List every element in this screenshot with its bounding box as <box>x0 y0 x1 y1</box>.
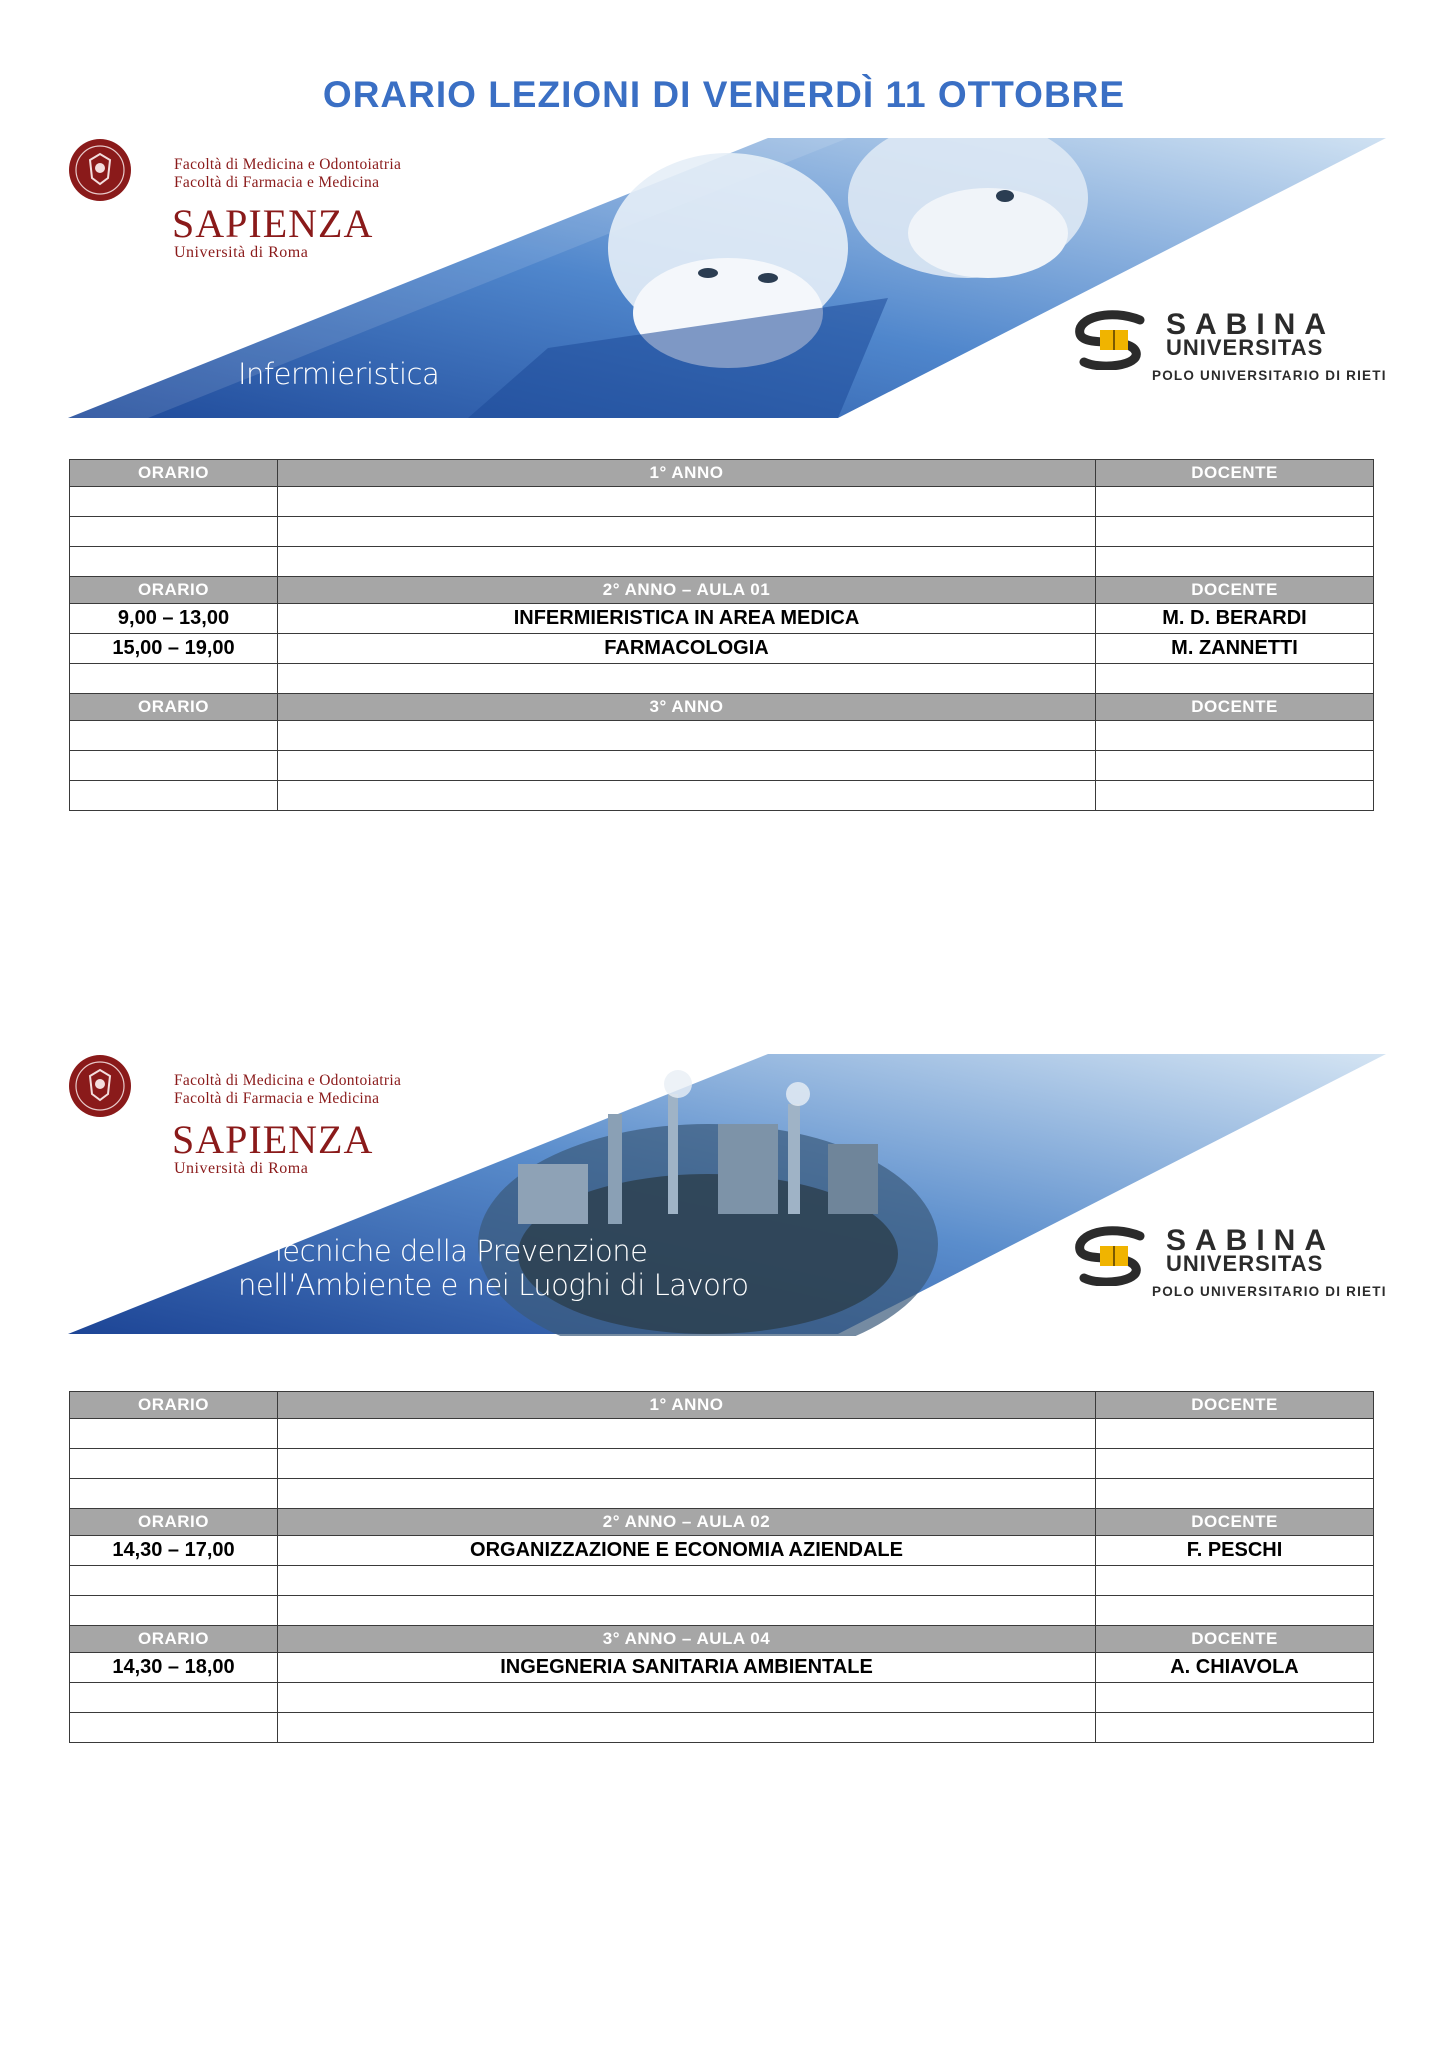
table-header-row <box>70 460 1374 487</box>
sapienza-name: SAPIENZA <box>172 1117 374 1162</box>
table-header-row <box>70 1392 1374 1419</box>
cell-docente <box>1096 751 1374 781</box>
sabina-universitas-logo <box>1070 308 1387 383</box>
header-anno: 2° ANNO – AULA 02 <box>278 1509 1096 1536</box>
cell-course <box>278 1713 1096 1743</box>
table-row <box>70 547 1374 577</box>
sabina-universitas-logo <box>1070 1224 1387 1299</box>
cell-docente: M. D. BERARDI <box>1096 604 1374 634</box>
header-docente: DOCENTE <box>1096 1509 1374 1536</box>
cell-docente <box>1096 781 1374 811</box>
header-anno: 3° ANNO – AULA 04 <box>278 1626 1096 1653</box>
cell-course <box>278 1596 1096 1626</box>
header-anno: 1° ANNO <box>278 460 1096 487</box>
cell-orario <box>70 721 278 751</box>
table-header-row <box>70 1509 1374 1536</box>
cell-orario <box>70 547 278 577</box>
sabina-polo: POLO UNIVERSITARIO DI RIETI <box>1152 368 1387 383</box>
cell-orario <box>70 781 278 811</box>
course-title-line-1: Infermieristica <box>238 357 440 391</box>
banner-tecniche-prevenzione <box>68 1054 1386 1336</box>
cell-orario <box>70 1566 278 1596</box>
table-row <box>70 751 1374 781</box>
table-row <box>70 1479 1374 1509</box>
cell-docente: M. ZANNETTI <box>1096 634 1374 664</box>
table-header-row <box>70 577 1374 604</box>
faculty-line-1: Facoltà di Medicina e Odontoiatria <box>174 156 402 173</box>
sapienza-subtitle: Università di Roma <box>174 1160 309 1177</box>
table-row <box>70 1713 1374 1743</box>
cell-course: INFERMIERISTICA IN AREA MEDICA <box>278 604 1096 634</box>
sabina-book-icon <box>1070 1226 1162 1286</box>
table-row <box>70 721 1374 751</box>
cell-course <box>278 547 1096 577</box>
sabina-subtitle: UNIVERSITAS <box>1166 335 1324 360</box>
cell-orario: 14,30 – 18,00 <box>70 1653 278 1683</box>
table-row <box>70 604 1374 634</box>
cell-course: INGEGNERIA SANITARIA AMBIENTALE <box>278 1653 1096 1683</box>
table-header-row <box>70 694 1374 721</box>
cell-docente <box>1096 664 1374 694</box>
header-anno: 2° ANNO – AULA 01 <box>278 577 1096 604</box>
cell-orario: 15,00 – 19,00 <box>70 634 278 664</box>
cell-docente <box>1096 1683 1374 1713</box>
table-row <box>70 517 1374 547</box>
cell-orario <box>70 517 278 547</box>
schedule-table-infermieristica <box>69 459 1374 811</box>
cell-orario <box>70 1596 278 1626</box>
header-docente: DOCENTE <box>1096 577 1374 604</box>
cell-docente <box>1096 1449 1374 1479</box>
header-docente: DOCENTE <box>1096 1392 1374 1419</box>
faculty-line-2: Facoltà di Farmacia e Medicina <box>174 1090 380 1107</box>
table-header-row <box>70 1626 1374 1653</box>
sapienza-subtitle: Università di Roma <box>174 244 309 261</box>
table-row <box>70 487 1374 517</box>
header-orario: ORARIO <box>70 577 278 604</box>
table-row <box>70 1536 1374 1566</box>
sabina-book-icon <box>1070 310 1162 370</box>
cell-orario: 9,00 – 13,00 <box>70 604 278 634</box>
cell-docente: F. PESCHI <box>1096 1536 1374 1566</box>
header-docente: DOCENTE <box>1096 694 1374 721</box>
faculty-line-1: Facoltà di Medicina e Odontoiatria <box>174 1072 402 1089</box>
cell-orario <box>70 1683 278 1713</box>
sapienza-seal-logo <box>68 138 132 202</box>
cell-orario: 14,30 – 17,00 <box>70 1536 278 1566</box>
sabina-title: SABINA <box>1166 308 1336 341</box>
cell-docente: A. CHIAVOLA <box>1096 1653 1374 1683</box>
faculty-line-2: Facoltà di Farmacia e Medicina <box>174 174 380 191</box>
header-orario: ORARIO <box>70 460 278 487</box>
table-row <box>70 781 1374 811</box>
table-row <box>70 1419 1374 1449</box>
cell-course <box>278 1479 1096 1509</box>
cell-course <box>278 664 1096 694</box>
banner-infermieristica <box>68 138 1386 420</box>
table-row <box>70 1653 1374 1683</box>
cell-course <box>278 1419 1096 1449</box>
cell-docente <box>1096 1419 1374 1449</box>
cell-docente <box>1096 1713 1374 1743</box>
header-docente: DOCENTE <box>1096 1626 1374 1653</box>
cell-docente <box>1096 721 1374 751</box>
header-orario: ORARIO <box>70 1509 278 1536</box>
table-row <box>70 664 1374 694</box>
sapienza-name: SAPIENZA <box>172 201 374 246</box>
table-row <box>70 1596 1374 1626</box>
cell-orario <box>70 1479 278 1509</box>
header-orario: ORARIO <box>70 1626 278 1653</box>
sabina-subtitle: UNIVERSITAS <box>1166 1251 1324 1276</box>
page-title: ORARIO LEZIONI DI VENERDÌ 11 OTTOBRE <box>322 74 1126 115</box>
cell-course <box>278 721 1096 751</box>
sabina-title: SABINA <box>1166 1224 1336 1257</box>
cell-course <box>278 487 1096 517</box>
cell-course: ORGANIZZAZIONE E ECONOMIA AZIENDALE <box>278 1536 1096 1566</box>
cell-orario <box>70 664 278 694</box>
cell-docente <box>1096 1566 1374 1596</box>
cell-docente <box>1096 547 1374 577</box>
cell-course <box>278 781 1096 811</box>
sabina-polo: POLO UNIVERSITARIO DI RIETI <box>1152 1284 1387 1299</box>
cell-course <box>278 1683 1096 1713</box>
cell-course <box>278 1566 1096 1596</box>
header-docente: DOCENTE <box>1096 460 1374 487</box>
cell-course <box>278 1449 1096 1479</box>
course-title-line-2: nell'Ambiente e nei Luoghi di Lavoro <box>238 1268 749 1302</box>
header-anno: 3° ANNO <box>278 694 1096 721</box>
schedule-table-tecniche-prevenzione <box>69 1391 1374 1743</box>
header-orario: ORARIO <box>70 1392 278 1419</box>
table-row <box>70 1449 1374 1479</box>
cell-orario <box>70 1713 278 1743</box>
cell-course <box>278 517 1096 547</box>
cell-course: FARMACOLOGIA <box>278 634 1096 664</box>
table-row <box>70 634 1374 664</box>
header-orario: ORARIO <box>70 694 278 721</box>
cell-course <box>278 751 1096 781</box>
cell-docente <box>1096 517 1374 547</box>
header-anno: 1° ANNO <box>278 1392 1096 1419</box>
cell-docente <box>1096 1596 1374 1626</box>
sapienza-seal-logo <box>68 1054 132 1118</box>
cell-orario <box>70 487 278 517</box>
course-title-line-1: Tecniche della Prevenzione <box>270 1234 648 1268</box>
cell-orario <box>70 751 278 781</box>
cell-docente <box>1096 487 1374 517</box>
table-row <box>70 1683 1374 1713</box>
cell-docente <box>1096 1479 1374 1509</box>
table-row <box>70 1566 1374 1596</box>
cell-orario <box>70 1419 278 1449</box>
cell-orario <box>70 1449 278 1479</box>
